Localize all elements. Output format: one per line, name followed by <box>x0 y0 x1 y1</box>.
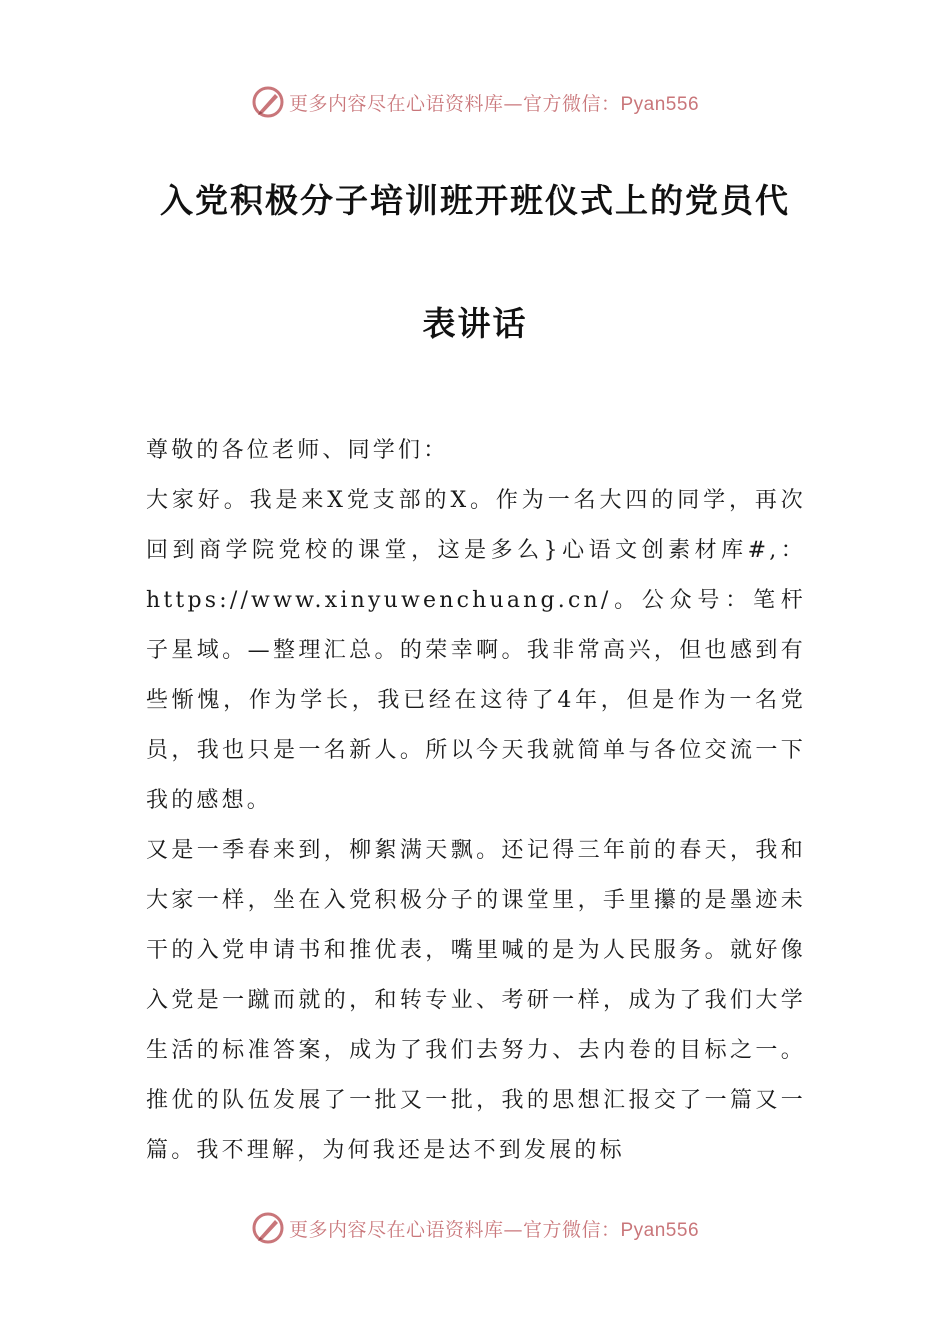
document-body <box>146 426 806 1176</box>
greeting-paragraph: 尊敬的各位老师、同学们： <box>146 438 449 463</box>
body-paragraph-2: 又是一季春来到，柳絮满天飘。还记得三年前的春天，我和大家一样，坐在入党积极分子的课堂里，手里攥的是墨迹未干的入党申请书和推优表，嘴里喊的是为人民服务。就好像入党是一蹴而就的，和转专业、考研一样，成为了我们大学生活的标准答案，成为了我们去努力、去内卷的目标之一。推优的队伍发展了一批又一批，我的思想汇报交了一篇又一篇。我不理解，为何我还是达不到发展的标 <box>146 838 806 1163</box>
body-paragraph-1: 大家好。我是来X党支部的X。作为一名大四的同学，再次回到商学院党校的课堂，这是多么}心语文创素材库#,：https://www.xinyuwenchuang.cn/。公众号：笔杆子星域。—整理汇总。的荣幸啊。我非常高兴，但也感到有些惭愧，作为学长，我已经在这待了4年，但是作为一名党员，我也只是一名新人。所以今天我就简单与各位交流一下我的感想。 <box>146 488 806 813</box>
banner-contact: Pyan556 <box>620 1219 700 1241</box>
footer-watermark-banner <box>0 1206 950 1250</box>
document-title-line-1: 入党积极分子培训班开班仪式上的党员代 <box>160 181 790 220</box>
banner-text: 更多内容尽在心语资料库—官方微信：Pyan556 <box>288 92 700 115</box>
pen-logo-icon <box>251 85 285 119</box>
document-title-line-2: 表讲话 <box>422 304 528 343</box>
pen-logo-icon <box>251 1211 285 1245</box>
header-watermark-banner <box>0 80 950 124</box>
banner-contact: Pyan556 <box>620 93 700 115</box>
banner-text: 更多内容尽在心语资料库—官方微信：Pyan556 <box>288 1218 700 1241</box>
